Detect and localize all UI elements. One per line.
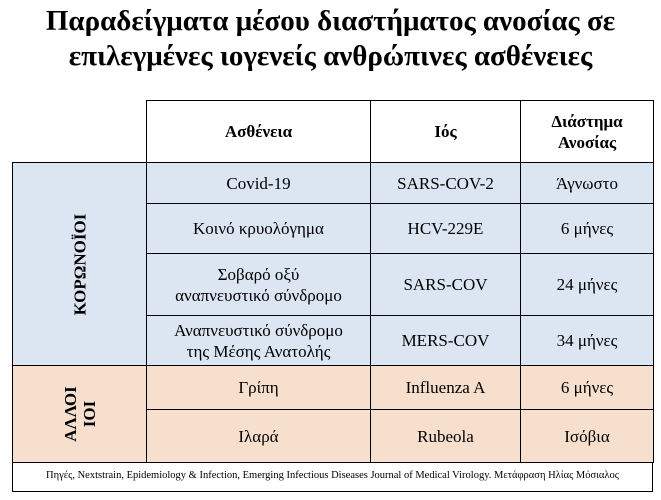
- header-interval-line-1: Διάστημα: [551, 111, 623, 131]
- header-virus: Ιός: [371, 101, 521, 163]
- group-other-line-1: ΑΛΛΟΙ: [60, 385, 80, 442]
- disease-cell: Ιλαρά: [147, 410, 371, 463]
- title-line-1: Παραδείγματα μέσου διαστήματος ανοσίας σε: [45, 5, 616, 37]
- interval-cell: Άγνωστο: [521, 163, 654, 204]
- corner-cell: [13, 101, 147, 163]
- table-row: [13, 163, 654, 204]
- virus-cell: SARS-COV: [371, 254, 521, 316]
- group-other-line-2: ΙΟΙ: [79, 400, 99, 427]
- interval-cell: 24 μήνες: [521, 254, 654, 316]
- virus-cell: Influenza A: [371, 366, 521, 410]
- virus-cell: SARS-COV-2: [371, 163, 521, 204]
- page-title: [0, 4, 661, 74]
- disease-line-1: Σοβαρό οξύ: [217, 264, 300, 284]
- disease-cell: Γρίπη: [147, 366, 371, 410]
- title-line-2: επιλεγμένες ιογενείς ανθρώπινες ασθένειες: [68, 40, 593, 72]
- interval-cell: 34 μήνες: [521, 316, 654, 366]
- table-row: [13, 366, 654, 410]
- disease-cell: [147, 316, 371, 366]
- interval-cell: Ισόβια: [521, 410, 654, 463]
- virus-cell: HCV-229E: [371, 204, 521, 254]
- header-disease: Ασθένεια: [147, 101, 371, 163]
- group-coronavirus-text: ΚΟΡΩΝΟΪΟΙ: [69, 213, 89, 315]
- group-label-coronavirus: [13, 163, 147, 366]
- header-interval: [521, 101, 654, 163]
- virus-cell: MERS-COV: [371, 316, 521, 366]
- virus-cell: Rubeola: [371, 410, 521, 463]
- disease-cell: [147, 254, 371, 316]
- group-other-text: [61, 386, 99, 442]
- interval-cell: 6 μήνες: [521, 366, 654, 410]
- disease-line-2: της Μέσης Ανατολής: [186, 341, 331, 361]
- disease-line-2: αναπνευστικό σύνδρομο: [175, 285, 342, 305]
- interval-cell: 6 μήνες: [521, 204, 654, 254]
- disease-line-1: Αναπνευστικό σύνδρομο: [174, 320, 343, 340]
- header-row: [13, 101, 654, 163]
- sources-footer: Πηγές, Nextstrain, Epidemiology & Infection, Emerging Infectious Diseases Journal of Medical Virology. Μετάφραση Ηλίας Μόσιαλος: [12, 462, 653, 492]
- immunity-table: [12, 100, 654, 463]
- header-interval-line-2: Ανοσίας: [557, 132, 617, 152]
- disease-cell: Covid-19: [147, 163, 371, 204]
- group-label-other: [13, 366, 147, 463]
- disease-cell: Κοινό κρυολόγημα: [147, 204, 371, 254]
